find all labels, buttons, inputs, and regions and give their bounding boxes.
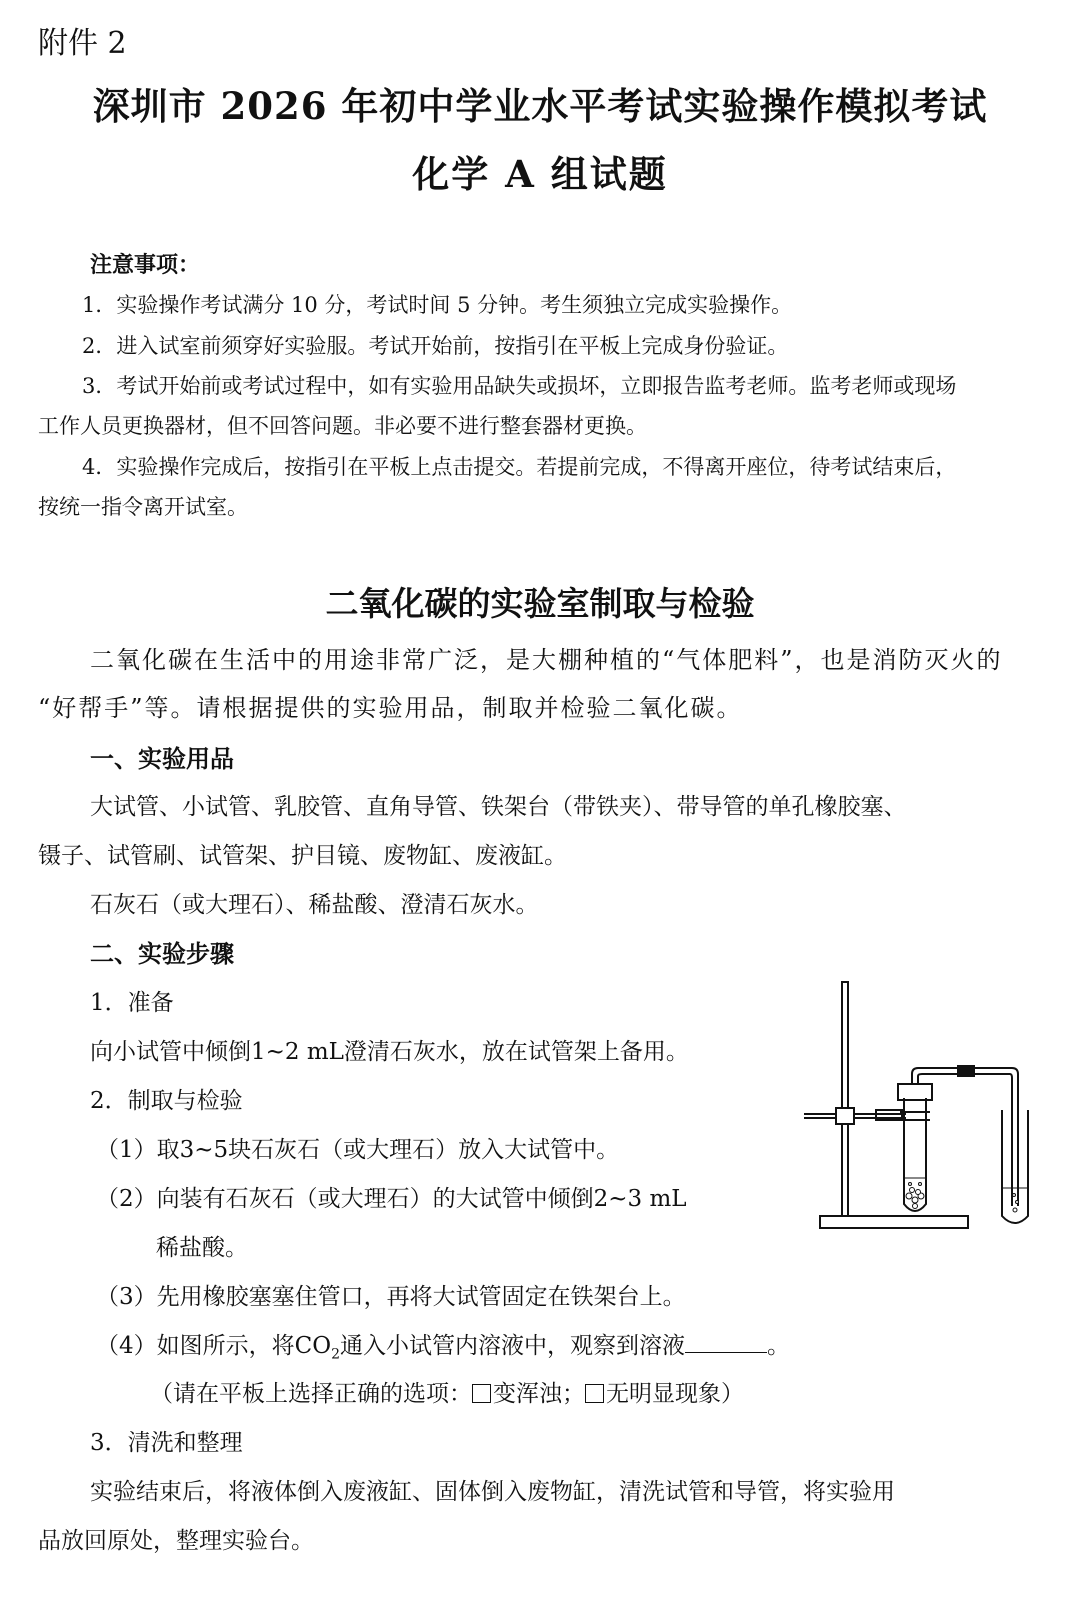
small-test-tube xyxy=(1002,1110,1028,1223)
step2-item-4-text-cont: 通入小试管内溶液中，观察到溶液 xyxy=(340,1333,686,1359)
materials-line-1: 大试管、小试管、乳胶管、直角导管、铁架台（带铁夹）、带导管的单孔橡胶塞、 xyxy=(90,794,907,820)
exam-subtitle: 化学 A 组试题 xyxy=(412,152,668,196)
step2-item-2: （2）向装有石灰石（或大理石）的大试管中倾倒2~3 mL xyxy=(96,1186,687,1212)
co2-apparatus-diagram xyxy=(798,978,1038,1238)
answer-blank[interactable] xyxy=(685,1330,767,1353)
rubber-stopper xyxy=(898,1084,932,1100)
co2-subscript: 2 xyxy=(331,1346,341,1363)
notice-item-1: 1．实验操作考试满分 10 分，考试时间 5 分钟。考生须独立完成实验操作。 xyxy=(82,293,793,317)
stand-base xyxy=(820,1216,968,1228)
reagents-line: 石灰石（或大理石）、稀盐酸、澄清石灰水。 xyxy=(90,892,539,918)
step3-heading: 3．清洗和整理 xyxy=(90,1430,243,1456)
materials-line-2: 镊子、试管刷、试管架、护目镜、废物缸、废液缸。 xyxy=(38,843,567,869)
attachment-label: 附件 2 xyxy=(38,26,127,61)
step1-heading: 1．准备 xyxy=(90,990,174,1016)
notice-item-4-cont: 按统一指令离开试室。 xyxy=(38,495,248,519)
marble-chips xyxy=(906,1183,924,1209)
notice-item-3: 3．考试开始前或考试过程中，如有实验用品缺失或损坏，立即报告监考老师。监考老师或现场 xyxy=(82,374,957,398)
experiment-title: 二氧化碳的实验室制取与检验 xyxy=(325,584,755,623)
stand-rod xyxy=(842,982,848,1216)
checkbox-icon[interactable] xyxy=(585,1384,604,1403)
intro-line-1: 二氧化碳在生活中的用途非常广泛，是大棚种植的“气体肥料”，也是消防灭火的 xyxy=(90,646,1003,674)
step2-item-3: （3）先用橡胶塞塞住管口，再将大试管固定在铁架台上。 xyxy=(96,1284,686,1310)
option-no-change: 无明显现象） xyxy=(606,1381,744,1407)
step2-heading: 2．制取与检验 xyxy=(90,1088,243,1114)
notice-heading: 注意事项： xyxy=(90,252,201,278)
step1-text: 向小试管中倾倒1~2 mL澄清石灰水，放在试管架上备用。 xyxy=(90,1039,689,1065)
step2-item-4 xyxy=(96,1327,790,1363)
rubber-tubing xyxy=(958,1066,974,1076)
step3-line-2: 品放回原处，整理实验台。 xyxy=(38,1528,314,1554)
step2-item-1: （1）取3~5块石灰石（或大理石）放入大试管中。 xyxy=(96,1137,620,1163)
options-prefix: （请在平板上选择正确的选项： xyxy=(150,1381,472,1407)
intro-line-2: “好帮手”等。请根据提供的实验用品，制取并检验二氧化碳。 xyxy=(38,694,743,722)
step2-item-4-end: 。 xyxy=(767,1333,791,1359)
clamp-boss xyxy=(836,1108,854,1124)
answer-options xyxy=(150,1375,744,1408)
option-turbid: 变浑浊； xyxy=(493,1381,585,1407)
section-steps-heading: 二、实验步骤 xyxy=(90,939,234,968)
section-materials-heading: 一、实验用品 xyxy=(90,744,234,773)
checkbox-icon[interactable] xyxy=(472,1384,491,1403)
notice-item-4: 4．实验操作完成后，按指引在平板上点击提交。若提前完成，不得离开座位，待考试结束后， xyxy=(82,455,957,479)
step2-item-4-text: （4）如图所示，将CO xyxy=(96,1333,332,1359)
notice-item-3-cont: 工作人员更换器材，但不回答问题。非必要不进行整套器材更换。 xyxy=(38,414,647,438)
step2-item-2-cont: 稀盐酸。 xyxy=(156,1235,248,1261)
step3-line-1: 实验结束后，将液体倒入废液缸、固体倒入废物缸，清洗试管和导管，将实验用 xyxy=(90,1479,895,1505)
exam-title: 深圳市 2026 年初中学业水平考试实验操作模拟考试 xyxy=(92,84,988,128)
notice-item-2: 2．进入试室前须穿好实验服。考试开始前，按指引在平板上完成身份验证。 xyxy=(82,334,789,358)
